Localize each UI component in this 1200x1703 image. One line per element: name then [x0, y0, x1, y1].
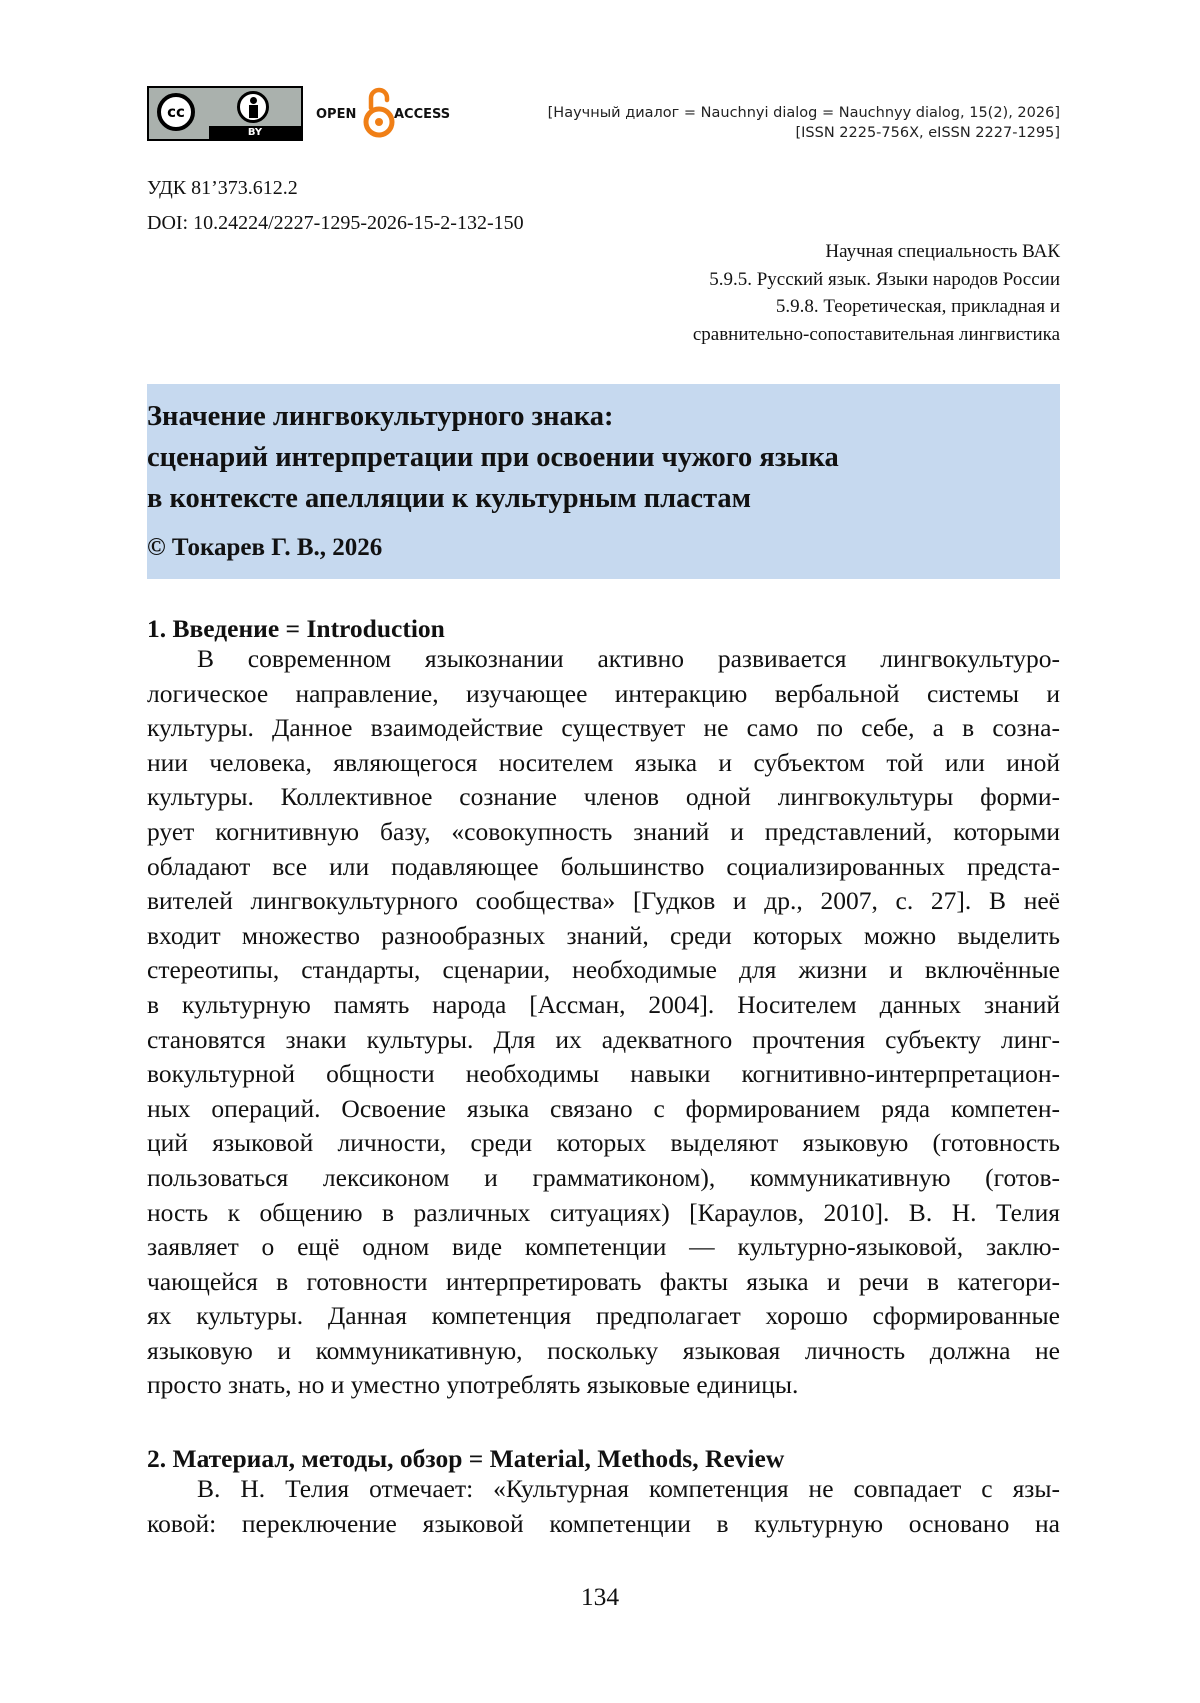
text-line: В. Н. Телия отмечает: «Культурная компетенция не совпадает с язы- [197, 1474, 1060, 1503]
udk-code: УДК 81’373.612.2 [147, 177, 298, 199]
open-access-right-text: ACCESS [394, 107, 451, 122]
text-line: ковой: переключение языковой компетенции в культурную основано на [147, 1508, 1060, 1538]
creative-commons-icon: cc [157, 93, 195, 131]
section-heading-introduction: 1. Введение = Introduction [147, 614, 445, 643]
title-line: в контексте апелляции к культурным пластам [147, 483, 752, 514]
specialty-line: Научная специальность ВАК [825, 241, 1060, 262]
specialty-line: 5.9.8. Теоретическая, прикладная и [775, 296, 1060, 317]
section-heading-material-methods: 2. Материал, методы, обзор = Material, Methods, Review [147, 1444, 785, 1473]
text-line: просто знать, но и уместно употреблять языковые единицы. [147, 1370, 799, 1400]
article-title [147, 396, 839, 519]
article-author: © Токарев Г. В., 2026 [147, 534, 383, 561]
text-line: логическое направление, изучающее интеракцию вербальной системы и [147, 678, 1060, 708]
text-line: заявляет о ещё одном виде компетенции — культурно-языковой, заклю- [147, 1232, 1060, 1262]
doi-link[interactable]: DOI: 10.24224/2227-1295-2026-15-2-132-150 [147, 212, 524, 234]
text-line: обладают все или подавляющее большинство социализированных предста- [147, 851, 1060, 881]
material-methods-paragraph [147, 1472, 1060, 1541]
open-lock-icon [362, 86, 396, 141]
vak-specialty [693, 238, 1060, 348]
person-head [250, 97, 257, 104]
by-label: BY [209, 126, 301, 139]
text-line: вителей лингвокультурного сообщества» [Гудков и др., 2007, с. 27]. В неё [147, 886, 1060, 916]
specialty-line: сравнительно-сопоставительная лингвистика [692, 323, 1060, 345]
text-line: В современном языкознании активно развивается лингвокультуро- [197, 644, 1060, 673]
text-line: культуры. Коллективное сознание членов одной лингвокультуры форми- [147, 782, 1060, 812]
open-access-logo[interactable] [316, 86, 456, 141]
text-line: языковую и коммуникативную, поскольку языковая личность должна не [147, 1335, 1060, 1365]
attribution-person-icon [237, 91, 269, 123]
text-line: ность к общению в различных ситуациях) [Караулов, 2010]. В. Н. Телия [147, 1197, 1060, 1227]
title-line: Значение лингвокультурного знака: [147, 401, 614, 432]
text-line: становятся знаки культуры. Для их адекватного прочтения субъекту линг- [147, 1024, 1060, 1054]
text-line: рует когнитивную базу, «совокупность знаний и представлений, которыми [147, 816, 1060, 846]
open-access-left-text: OPEN [316, 107, 357, 122]
page-number: 134 [580, 1582, 620, 1611]
text-line: ных операций. Освоение языка связано с формированием ряда компетен- [147, 1093, 1060, 1123]
text-line: вокультурной общности необходимы навыки когнитивно-интерпретацион- [147, 1059, 1060, 1089]
text-line: в культурную память народа [Ассман, 2004]. Носителем данных знаний [147, 989, 1060, 1019]
title-block [147, 384, 1060, 579]
text-line: ций языковой личности, среди которых выделяют языковую (готовность [147, 1128, 1060, 1158]
text-line: стереотипы, стандарты, сценарии, необходимые для жизни и включённые [147, 955, 1060, 985]
specialty-line: 5.9.5. Русский язык. Языки народов России [709, 268, 1060, 290]
text-line: ях культуры. Данная компетенция предполагает хорошо сформированные [147, 1301, 1060, 1331]
journal-issn: [ISSN 2225-756X, eISSN 2227-1295] [795, 125, 1060, 141]
text-line: чающейся в готовности интерпретировать факты языка и речи в категори- [147, 1266, 1060, 1296]
person-body [249, 105, 258, 118]
cc-by-license-badge[interactable] [147, 86, 303, 141]
text-line: культуры. Данное взаимодействие существует не само по себе, а в созна- [147, 713, 1060, 743]
text-line: пользоваться лексиконом и грамматиконом), коммуникативную (готов- [147, 1162, 1060, 1192]
text-line: входит множество разнообразных знаний, среди которых можно выделить [147, 920, 1060, 950]
text-line: нии человека, являющегося носителем языка и субъектом той или иной [147, 747, 1060, 777]
journal-citation: [Научный диалог = Nauchnyi dialog = Nauchnyy dialog, 15(2), 2026] [547, 105, 1060, 121]
title-line: сценарий интерпретации при освоении чужого языка [147, 442, 839, 473]
introduction-paragraph [147, 642, 1060, 1403]
journal-reference [548, 103, 1060, 143]
